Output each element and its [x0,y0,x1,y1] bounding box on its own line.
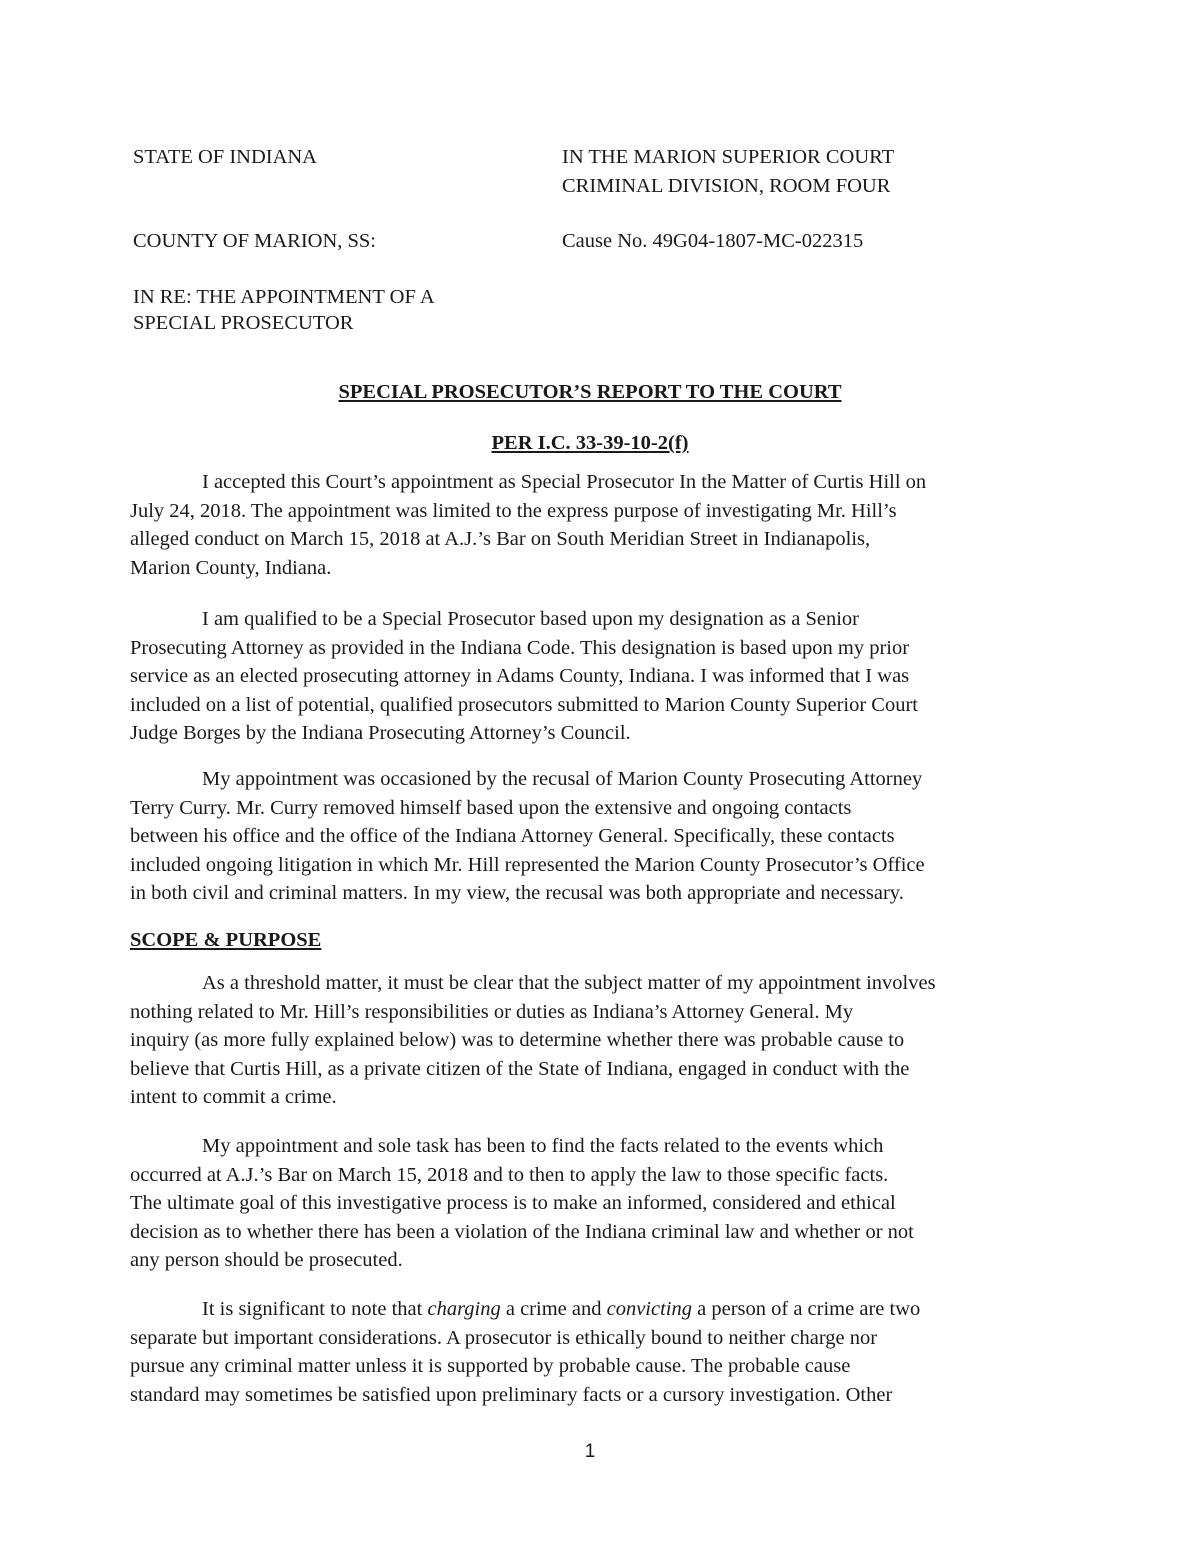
paragraph-line: intent to commit a crime. [130,1086,337,1108]
report-subtitle: PER I.C. 33-39-10-2(f) [491,432,689,454]
in-re-line-1: IN RE: THE APPOINTMENT OF A [133,286,435,308]
paragraph-line: included on a list of potential, qualified prosecutors submitted to Marion County Superior Court [130,693,918,716]
paragraph-line: standard may sometimes be satisfied upon preliminary facts or a cursory investigation. Other [130,1383,893,1406]
paragraph-line: believe that Curtis Hill, as a private citizen of the State of Indiana, engaged in conduct with the [130,1057,910,1080]
paragraph-line: between his office and the office of the Indiana Attorney General. Specifically, these contacts [130,825,895,847]
paragraph-5 [130,1132,1045,1275]
paragraph-line: My appointment and sole task has been to find the facts related to the events which [202,1135,884,1157]
paragraph-line: I accepted this Court’s appointment as Special Prosecutor In the Matter of Curtis Hill on [202,471,927,493]
caption-county: COUNTY OF MARION, SS: [133,230,376,252]
caption-court [562,143,894,200]
paragraph-4 [130,969,1045,1112]
paragraph-line: July 24, 2018. The appointment was limited to the express purpose of investigating Mr. Hill’s [130,499,897,522]
paragraph-line: service as an elected prosecuting attorney in Adams County, Indiana. I was informed that I was [130,665,910,687]
paragraph-line: Judge Borges by the Indiana Prosecuting Attorney’s Council. [130,722,631,744]
page-number: 1 [584,1441,596,1462]
paragraph-line: pursue any criminal matter unless it is supported by probable cause. The probable cause [130,1355,851,1377]
paragraph-line: alleged conduct on March 15, 2018 at A.J.’s Bar on South Meridian Street in Indianapolis, [130,528,871,550]
paragraph-line: Marion County, Indiana. [130,556,332,579]
cause-number: Cause No. 49G04-1807-MC-022315 [562,230,864,252]
paragraph-line: in both civil and criminal matters. In my view, the recusal was both appropriate and necessary. [130,882,904,904]
section-heading: SCOPE & PURPOSE [130,929,322,951]
paragraph-line: separate but important considerations. A prosecutor is ethically bound to neither charge nor [130,1326,878,1349]
text-run: a crime and [500,1298,607,1320]
paragraph-3 [130,765,1045,908]
emphasis-charging: charging [427,1298,501,1320]
paragraph-line: As a threshold matter, it must be clear that the subject matter of my appointment involves [202,972,936,994]
text-run: a person of a crime are two [692,1298,921,1320]
court-name: IN THE MARION SUPERIOR COURT [562,146,895,168]
paragraph-2 [130,605,1045,748]
paragraph-line: Terry Curry. Mr. Curry removed himself based upon the extensive and ongoing contacts [130,796,852,819]
report-title: SPECIAL PROSECUTOR’S REPORT TO THE COURT [338,381,842,403]
paragraph-6 [130,1295,1045,1409]
paragraph-line: any person should be prosecuted. [130,1249,403,1271]
paragraph-line [130,1295,1045,1324]
caption-state: STATE OF INDIANA [133,146,317,168]
paragraph-line: I am qualified to be a Special Prosecutor based upon my designation as a Senior [202,608,859,630]
court-division: CRIMINAL DIVISION, ROOM FOUR [562,174,891,197]
paragraph-line: Prosecuting Attorney as provided in the Indiana Code. This designation is based upon my prior [130,636,910,659]
emphasis-convicting: convicting [606,1298,692,1320]
in-re-line-2: SPECIAL PROSECUTOR [133,312,354,334]
text-run: It is significant to note that [202,1298,428,1320]
paragraph-line: inquiry (as more fully explained below) was to determine whether there was probable cause to [130,1029,905,1051]
paragraph-line: decision as to whether there has been a violation of the Indiana criminal law and whether or not [130,1220,914,1243]
paragraph-line: My appointment was occasioned by the recusal of Marion County Prosecuting Attorney [202,768,923,790]
paragraph-line: included ongoing litigation in which Mr. Hill represented the Marion County Prosecutor’s Office [130,853,925,876]
paragraph-line: nothing related to Mr. Hill’s responsibilities or duties as Indiana’s Attorney General. My [130,1000,854,1023]
paragraph-1 [130,468,1045,582]
paragraph-line: The ultimate goal of this investigative process is to make an informed, considered and ethical [130,1192,896,1214]
paragraph-line: occurred at A.J.’s Bar on March 15, 2018 and to then to apply the law to those specific facts. [130,1163,889,1186]
